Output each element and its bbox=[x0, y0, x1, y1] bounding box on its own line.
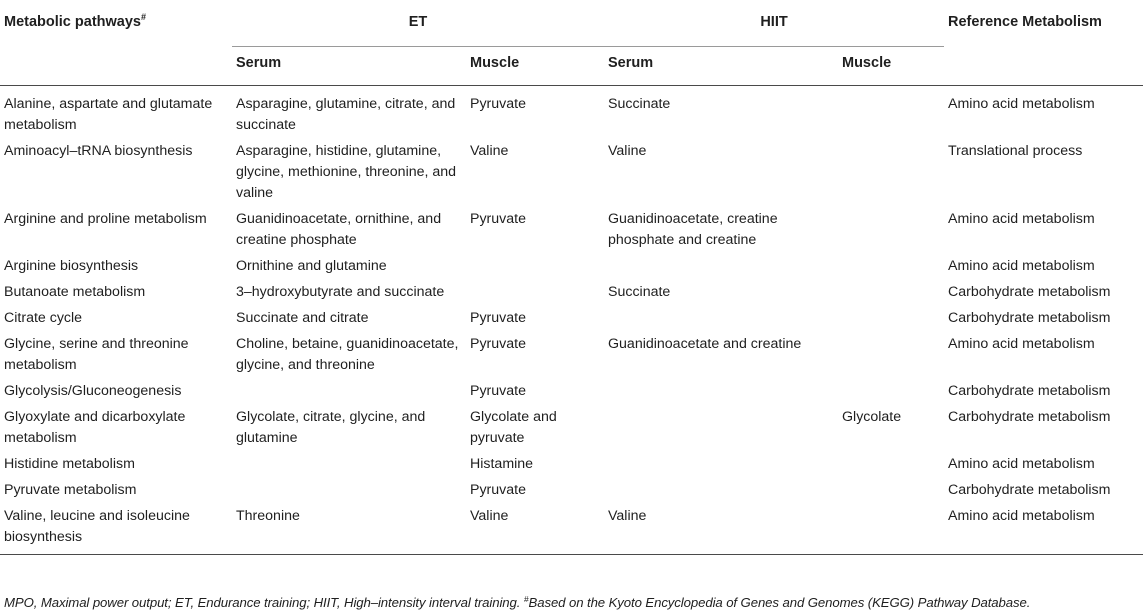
cell-et-muscle: Glycolate and pyruvate bbox=[470, 409, 557, 446]
cell-reference: Carbohydrate metabolism bbox=[948, 482, 1111, 498]
cell-hiit-muscle bbox=[838, 86, 944, 137]
cell-et-serum: Glycolate, citrate, glycine, and glutamine bbox=[236, 409, 426, 446]
cell-et-muscle bbox=[466, 277, 604, 303]
cell-hiit-muscle bbox=[838, 136, 944, 204]
cell-hiit-muscle: Glycolate bbox=[842, 409, 902, 425]
table-row bbox=[0, 136, 1143, 204]
cell-pathway: Citrate cycle bbox=[4, 310, 83, 326]
cell-et-serum: Ornithine and glutamine bbox=[236, 258, 387, 274]
cell-et-muscle: Pyruvate bbox=[470, 211, 526, 227]
cell-pathway: Alanine, aspartate and glutamate metabolism bbox=[4, 96, 213, 133]
cell-et-serum: Asparagine, glutamine, citrate, and succinate bbox=[236, 96, 456, 133]
cell-hiit-muscle bbox=[838, 329, 944, 376]
cell-hiit-muscle bbox=[838, 501, 944, 555]
cell-hiit-serum: Succinate bbox=[608, 96, 671, 112]
table-row bbox=[0, 277, 1143, 303]
cell-et-muscle: Pyruvate bbox=[470, 383, 526, 399]
cell-pathway: Butanoate metabolism bbox=[4, 284, 146, 300]
cell-hiit-serum bbox=[604, 376, 838, 402]
cell-hiit-muscle bbox=[838, 251, 944, 277]
table-row bbox=[0, 376, 1143, 402]
cell-et-muscle: Valine bbox=[470, 143, 509, 159]
cell-hiit-serum: Guanidinoacetate and creatine bbox=[608, 336, 802, 352]
cell-et-serum bbox=[232, 475, 466, 501]
cell-hiit-serum: Valine bbox=[608, 508, 647, 524]
cell-pathway: Glyoxylate and dicarboxylate metabolism bbox=[4, 409, 186, 446]
cell-reference: Amino acid metabolism bbox=[948, 258, 1095, 274]
table-footnote bbox=[4, 595, 1143, 610]
cell-reference: Amino acid metabolism bbox=[948, 456, 1095, 472]
table-row bbox=[0, 449, 1143, 475]
cell-et-muscle: Valine bbox=[470, 508, 509, 524]
cell-hiit-serum bbox=[604, 251, 838, 277]
cell-pathway: Pyruvate metabolism bbox=[4, 482, 137, 498]
cell-hiit-muscle bbox=[838, 449, 944, 475]
footnote-abbreviations: MPO, Maximal power output; ET, Endurance training; HIIT, High–intensity interval training. bbox=[4, 595, 524, 610]
cell-hiit-muscle bbox=[838, 475, 944, 501]
cell-et-serum bbox=[232, 449, 466, 475]
cell-pathway: Arginine biosynthesis bbox=[4, 258, 139, 274]
footnote-mark: # bbox=[523, 594, 529, 604]
cell-pathway: Aminoacyl–tRNA biosynthesis bbox=[4, 143, 193, 159]
cell-pathway: Histidine metabolism bbox=[4, 456, 135, 472]
header-blank-cell bbox=[944, 47, 1143, 86]
cell-et-muscle: Pyruvate bbox=[470, 310, 526, 326]
header-hiit-serum: Serum bbox=[608, 55, 654, 71]
cell-reference: Amino acid metabolism bbox=[948, 211, 1095, 227]
table-row bbox=[0, 475, 1143, 501]
header-hiit-muscle: Muscle bbox=[842, 55, 892, 71]
table-row bbox=[0, 86, 1143, 137]
cell-hiit-serum bbox=[604, 402, 838, 449]
header-group-hiit bbox=[604, 2, 944, 47]
header-group-et bbox=[232, 2, 604, 47]
cell-et-serum: Asparagine, histidine, glutamine, glycine, methionine, threonine, and valine bbox=[236, 143, 457, 201]
cell-pathway: Arginine and proline metabolism bbox=[4, 211, 207, 227]
header-metabolic-pathways-label: Metabolic pathways bbox=[4, 14, 141, 30]
table-header bbox=[0, 2, 1143, 86]
cell-hiit-serum bbox=[604, 303, 838, 329]
header-metabolic-pathways bbox=[0, 2, 232, 47]
header-row-subcolumns bbox=[0, 47, 1143, 86]
header-et-serum: Serum bbox=[236, 55, 282, 71]
cell-reference: Translational process bbox=[948, 143, 1083, 159]
cell-reference: Carbohydrate metabolism bbox=[948, 409, 1111, 425]
table-row bbox=[0, 402, 1143, 449]
table-row bbox=[0, 251, 1143, 277]
cell-pathway: Glycine, serine and threonine metabolism bbox=[4, 336, 189, 373]
cell-hiit-serum: Succinate bbox=[608, 284, 671, 300]
footnote-source: Based on the Kyoto Encyclopedia of Genes and Genomes (KEGG) Pathway Database. bbox=[528, 595, 1031, 610]
cell-hiit-serum bbox=[604, 475, 838, 501]
header-et-muscle: Muscle bbox=[470, 55, 520, 71]
cell-et-serum: 3–hydroxybutyrate and succinate bbox=[236, 284, 445, 300]
cell-et-serum: Choline, betaine, guanidinoacetate, glycine, and threonine bbox=[236, 336, 459, 373]
metabolic-pathways-table-container bbox=[0, 2, 1143, 555]
cell-pathway: Glycolysis/Gluconeogenesis bbox=[4, 383, 182, 399]
cell-et-muscle: Pyruvate bbox=[470, 482, 526, 498]
cell-et-serum: Threonine bbox=[236, 508, 300, 524]
cell-pathway: Valine, leucine and isoleucine biosynthesis bbox=[4, 508, 190, 545]
header-reference-metabolism: Reference Metabolism bbox=[948, 14, 1102, 30]
table-row bbox=[0, 329, 1143, 376]
cell-et-muscle bbox=[466, 251, 604, 277]
cell-hiit-muscle bbox=[838, 376, 944, 402]
header-group-et-label: ET bbox=[408, 14, 428, 30]
header-blank-cell bbox=[0, 47, 232, 86]
cell-et-muscle: Histamine bbox=[470, 456, 534, 472]
cell-et-muscle: Pyruvate bbox=[470, 96, 526, 112]
cell-reference: Amino acid metabolism bbox=[948, 508, 1095, 524]
header-row-groups bbox=[0, 2, 1143, 47]
cell-reference: Carbohydrate metabolism bbox=[948, 284, 1111, 300]
cell-hiit-serum: Guanidinoacetate, creatine phosphate and creatine bbox=[608, 211, 778, 248]
cell-hiit-muscle bbox=[838, 277, 944, 303]
cell-hiit-muscle bbox=[838, 303, 944, 329]
cell-et-serum bbox=[232, 376, 466, 402]
table-row bbox=[0, 204, 1143, 251]
table-row bbox=[0, 303, 1143, 329]
cell-reference: Amino acid metabolism bbox=[948, 336, 1095, 352]
cell-reference: Carbohydrate metabolism bbox=[948, 383, 1111, 399]
table-row bbox=[0, 501, 1143, 555]
cell-et-serum: Guanidinoacetate, ornithine, and creatine phosphate bbox=[236, 211, 442, 248]
cell-hiit-serum bbox=[604, 449, 838, 475]
cell-hiit-serum: Valine bbox=[608, 143, 647, 159]
header-group-hiit-label: HIIT bbox=[760, 14, 788, 30]
metabolic-pathways-table bbox=[0, 2, 1143, 555]
table-body bbox=[0, 86, 1143, 555]
cell-hiit-muscle bbox=[838, 204, 944, 251]
cell-reference: Carbohydrate metabolism bbox=[948, 310, 1111, 326]
cell-et-muscle: Pyruvate bbox=[470, 336, 526, 352]
header-footnote-mark: # bbox=[140, 12, 146, 22]
cell-reference: Amino acid metabolism bbox=[948, 96, 1095, 112]
cell-et-serum: Succinate and citrate bbox=[236, 310, 369, 326]
